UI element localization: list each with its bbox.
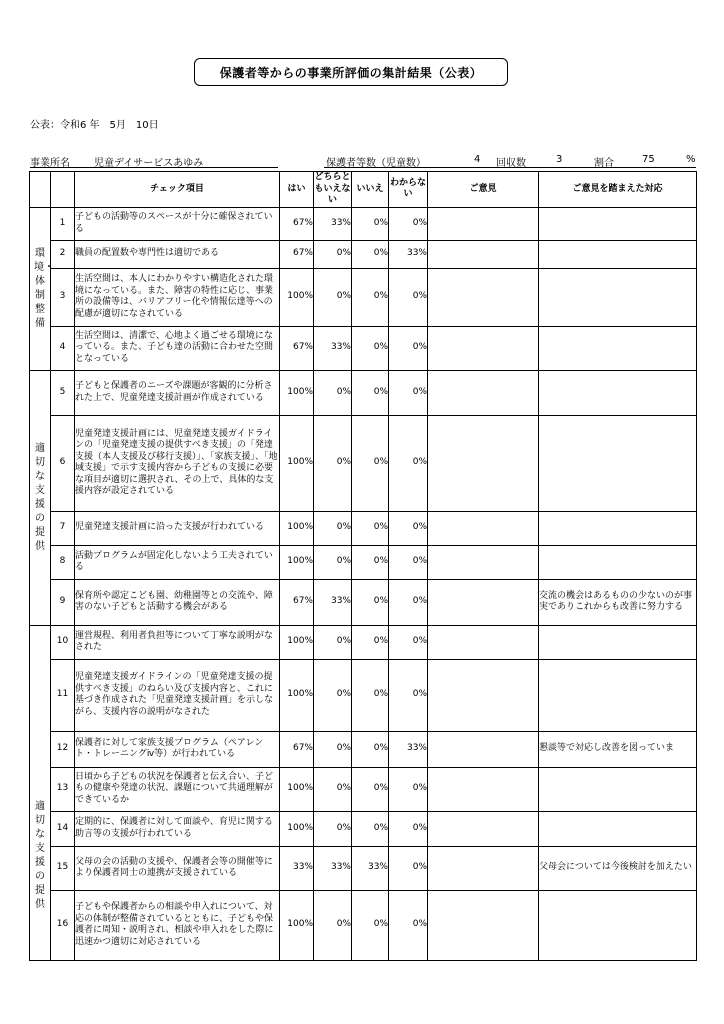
table-header-row	[30, 172, 697, 208]
unknown-pct: 0%	[389, 579, 428, 625]
office-name: 児童デイサービスあゆみ	[94, 158, 204, 169]
yes-pct: 67%	[280, 579, 314, 625]
table-row	[30, 545, 697, 579]
header-number	[51, 172, 75, 208]
response-cell	[539, 890, 697, 960]
check-item: 児童発達支援計画には、児童発達支援ガイドラインの「児童発達支援の提供すべき支援」の「発達支援（本人支援及び移行支援）」、「家族支援」、「地域支援」で示す支援内容から子どもの支援に必要な項目が適切に選択され、その上で、具体的な支援内容が設定されている	[75, 415, 280, 511]
unknown-pct: 33%	[389, 731, 428, 767]
neither-pct: 0%	[314, 370, 352, 415]
no-pct: 0%	[352, 268, 389, 326]
opinion-cell	[428, 370, 539, 415]
row-number: 2	[51, 240, 75, 268]
ratio-label: 割合	[594, 158, 614, 169]
opinion-cell	[428, 579, 539, 625]
table-row	[30, 415, 697, 511]
unknown-pct: 0%	[389, 415, 428, 511]
opinion-cell	[428, 731, 539, 767]
row-number: 13	[51, 767, 75, 811]
table-row	[30, 731, 697, 767]
opinion-cell	[428, 890, 539, 960]
neither-pct: 33%	[314, 846, 352, 890]
check-item: 運営規程、利用者負担等について丁寧な説明がなされた	[75, 625, 280, 659]
opinion-cell	[428, 846, 539, 890]
header-opinion: ご意見	[428, 172, 539, 208]
no-pct: 0%	[352, 579, 389, 625]
category-cell	[30, 207, 54, 370]
ratio-value: 75	[642, 154, 655, 165]
yes-pct: 100%	[280, 767, 314, 811]
category-label: 適切な支援の提供	[35, 800, 45, 910]
neither-pct: 0%	[314, 767, 352, 811]
no-pct: 0%	[352, 207, 389, 240]
table-row	[30, 579, 697, 625]
guardians-value: 4	[474, 154, 481, 165]
response-cell	[539, 545, 697, 579]
neither-pct: 0%	[314, 811, 352, 846]
check-item: 児童発達支援計画に沿った支援が行われている	[75, 511, 280, 545]
opinion-cell	[428, 415, 539, 511]
info-underline	[324, 167, 696, 168]
table-row	[30, 268, 697, 326]
ratio-unit: %	[686, 154, 696, 165]
no-pct: 0%	[352, 326, 389, 370]
row-number: 1	[51, 207, 75, 240]
table-row	[30, 625, 697, 659]
unknown-pct: 0%	[389, 207, 428, 240]
check-item: 日頃から子どもの状況を保護者と伝え合い、子どもの健康や発達の状況、課題について共通理解ができているか	[75, 767, 280, 811]
opinion-cell	[428, 207, 539, 240]
returned-value: 3	[556, 154, 563, 165]
response-cell	[539, 370, 697, 415]
response-cell	[539, 240, 697, 268]
yes-pct: 100%	[280, 545, 314, 579]
check-item: 父母の会の活動の支援や、保護者会等の開催等により保護者同士の連携が支援されている	[75, 846, 280, 890]
response-cell: 交流の機会はあるものの少ないのが事実でありこれからも改善に努力する	[539, 579, 697, 625]
header-no: いいえ	[352, 172, 389, 208]
row-number: 15	[51, 846, 75, 890]
response-cell	[539, 625, 697, 659]
opinion-cell	[428, 767, 539, 811]
yes-pct: 67%	[280, 326, 314, 370]
neither-pct: 0%	[314, 731, 352, 767]
neither-pct: 0%	[314, 511, 352, 545]
header-yes: はい	[280, 172, 314, 208]
yes-pct: 100%	[280, 811, 314, 846]
no-pct: 0%	[352, 767, 389, 811]
yes-pct: 67%	[280, 731, 314, 767]
yes-pct: 100%	[280, 659, 314, 731]
unknown-pct: 0%	[389, 511, 428, 545]
response-cell	[539, 767, 697, 811]
no-pct: 33%	[352, 846, 389, 890]
neither-pct: 0%	[314, 625, 352, 659]
yes-pct: 100%	[280, 511, 314, 545]
neither-pct: 33%	[314, 207, 352, 240]
yes-pct: 67%	[280, 207, 314, 240]
table-row	[30, 811, 697, 846]
yes-pct: 100%	[280, 890, 314, 960]
opinion-cell	[428, 326, 539, 370]
neither-pct: 0%	[314, 240, 352, 268]
row-number: 4	[51, 326, 75, 370]
returned-label: 回収数	[496, 158, 526, 169]
opinion-cell	[428, 268, 539, 326]
header-unknown: わからない	[389, 172, 428, 208]
unknown-pct: 0%	[389, 659, 428, 731]
evaluation-table	[29, 171, 697, 961]
opinion-cell	[428, 811, 539, 846]
yes-pct: 100%	[280, 268, 314, 326]
unknown-pct: 0%	[389, 268, 428, 326]
table-row	[30, 207, 697, 240]
unknown-pct: 33%	[389, 240, 428, 268]
publication-date: 公表：令和6 年 5月 10日	[30, 120, 159, 131]
page-title: 保護者等からの事業所評価の集計結果（公表）	[194, 58, 508, 86]
opinion-cell	[428, 240, 539, 268]
header-neither: どちらともいえない	[314, 172, 352, 208]
no-pct: 0%	[352, 811, 389, 846]
office-underline	[30, 167, 278, 168]
response-cell	[539, 268, 697, 326]
no-pct: 0%	[352, 415, 389, 511]
row-number: 12	[51, 731, 75, 767]
check-item: 生活空間は、清潔で、心地よく過ごせる環境になっている。また、子ども達の活動に合わせた空間となっている	[75, 326, 280, 370]
neither-pct: 0%	[314, 268, 352, 326]
check-item: 保育所や認定こども園、幼稚園等との交流や、障害のない子どもと活動する機会がある	[75, 579, 280, 625]
unknown-pct: 0%	[389, 846, 428, 890]
opinion-cell	[428, 545, 539, 579]
row-number: 7	[51, 511, 75, 545]
check-item: 児童発達支援ガイドラインの「児童発達支援の提供すべき支援」のねらい及び支援内容と、これに基づき作成された「児童発達支援計画」を示しながら、支援内容の説明がなされた	[75, 659, 280, 731]
guardians-label: 保護者等数（児童数）	[326, 158, 426, 169]
table-row	[30, 846, 697, 890]
row-number: 8	[51, 545, 75, 579]
yes-pct: 67%	[280, 240, 314, 268]
response-cell	[539, 511, 697, 545]
no-pct: 0%	[352, 659, 389, 731]
no-pct: 0%	[352, 731, 389, 767]
yes-pct: 100%	[280, 370, 314, 415]
row-number: 9	[51, 579, 75, 625]
office-label: 事業所名	[30, 158, 70, 169]
table-row	[30, 890, 697, 960]
neither-pct: 33%	[314, 579, 352, 625]
yes-pct: 100%	[280, 415, 314, 511]
neither-pct: 0%	[314, 890, 352, 960]
yes-pct: 33%	[280, 846, 314, 890]
opinion-cell	[428, 511, 539, 545]
row-number: 6	[51, 415, 75, 511]
check-item: 定期的に、保護者に対して面談や、育児に関する助言等の支援が行われている	[75, 811, 280, 846]
check-item: 子どもと保護者のニーズや課題が客観的に分析された上で、児童発達支援計画が作成されている	[75, 370, 280, 415]
table-row	[30, 326, 697, 370]
response-cell	[539, 659, 697, 731]
row-number: 14	[51, 811, 75, 846]
row-number: 16	[51, 890, 75, 960]
unknown-pct: 0%	[389, 545, 428, 579]
no-pct: 0%	[352, 890, 389, 960]
unknown-pct: 0%	[389, 625, 428, 659]
no-pct: 0%	[352, 625, 389, 659]
category-label: 環境・体制整備	[34, 247, 54, 329]
response-cell: 父母会については今後検討を加えたい	[539, 846, 697, 890]
no-pct: 0%	[352, 240, 389, 268]
no-pct: 0%	[352, 545, 389, 579]
check-item: 活動プログラムが固定化しないよう工夫されている	[75, 545, 280, 579]
category-label: 適切な支援の提供	[35, 442, 45, 552]
table-row	[30, 240, 697, 268]
header-category	[30, 172, 51, 208]
response-cell	[539, 207, 697, 240]
row-number: 11	[51, 659, 75, 731]
check-item: 保護者に対して家族支援プログラム（ペアレント・トレーニングⅳ等）が行われている	[75, 731, 280, 767]
category-cell	[30, 625, 51, 960]
table-row	[30, 767, 697, 811]
row-number: 3	[51, 268, 75, 326]
unknown-pct: 0%	[389, 767, 428, 811]
yes-pct: 100%	[280, 625, 314, 659]
opinion-cell	[428, 659, 539, 731]
check-item: 子どもの活動等のスペースが十分に確保されている	[75, 207, 280, 240]
table-row	[30, 511, 697, 545]
unknown-pct: 0%	[389, 811, 428, 846]
unknown-pct: 0%	[389, 326, 428, 370]
row-number: 5	[51, 370, 75, 415]
no-pct: 0%	[352, 370, 389, 415]
check-item: 子どもや保護者からの相談や申入れについて、対応の体制が整備されているとともに、子どもや保護者に周知・説明され、相談や申入れをした際に迅速かつ適切に対応されている	[75, 890, 280, 960]
response-cell	[539, 415, 697, 511]
check-item: 生活空間は、本人にわかりやすい構造化された環境になっている。また、障害の特性に応じ、事業所の設備等は、バリアフリー化や情報伝達等への配慮が適切になされている	[75, 268, 280, 326]
response-cell: 懇談等で対応し改善を図っていま	[539, 731, 697, 767]
header-check: チェック項目	[75, 172, 280, 208]
opinion-cell	[428, 625, 539, 659]
neither-pct: 0%	[314, 415, 352, 511]
response-cell	[539, 326, 697, 370]
neither-pct: 0%	[314, 659, 352, 731]
check-item: 職員の配置数や専門性は適切である	[75, 240, 280, 268]
response-cell	[539, 811, 697, 846]
row-number: 10	[51, 625, 75, 659]
table-row	[30, 659, 697, 731]
neither-pct: 0%	[314, 545, 352, 579]
unknown-pct: 0%	[389, 370, 428, 415]
no-pct: 0%	[352, 511, 389, 545]
header-response: ご意見を踏まえた対応	[539, 172, 697, 208]
category-cell	[30, 370, 51, 625]
unknown-pct: 0%	[389, 890, 428, 960]
table-row	[30, 370, 697, 415]
neither-pct: 33%	[314, 326, 352, 370]
